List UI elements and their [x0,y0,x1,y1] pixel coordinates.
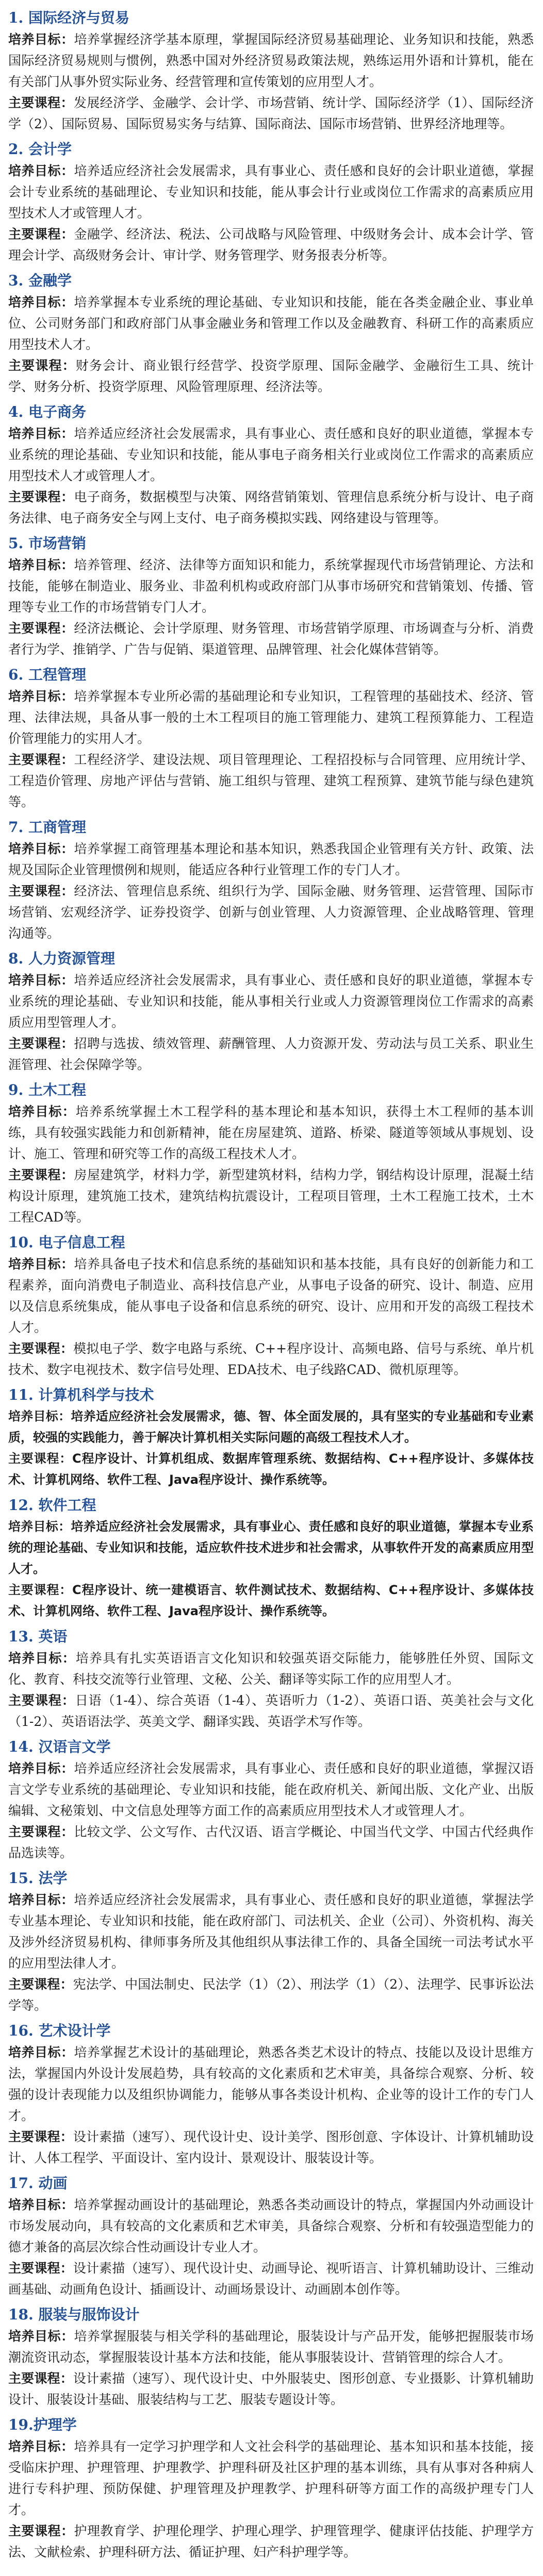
main-courses [8,2520,534,2563]
main-courses [8,486,534,529]
major-title: 5. 市场营销 [8,535,86,552]
training-goal-text: 培养适应经济社会发展需求，具有事业心、责任感和良好的职业道德，掌握汉语言文学专业系统的基础理论、专业知识和技能，能在政府机关、新闻出版、文化产业、出版编辑、文秘策划、中文信息处理等方面工作的高素质应用型技术人才或管理人才。 [8,1761,534,1818]
main-courses-label: 主要课程： [8,489,74,504]
major-title: 3. 金融学 [8,272,72,289]
training-goal-text: 培养适应经济社会发展需求，具有事业心、责任感和良好的会计职业道德，掌握会计专业系统的基础理论、专业知识和技能，能从事会计行业或岗位工作需求的高素质应用型技术人才或管理人才。 [8,163,534,221]
main-courses-text: 模拟电子学、数字电路与系统、C++程序设计、高频电路、信号与系统、单片机技术、数字电视技术、数字信号处理、EDA技术、电子线路CAD、微机原理等。 [8,1341,534,1377]
training-goal-label: 培养目标： [8,32,74,47]
main-courses [8,749,534,812]
main-courses [8,1448,534,1490]
main-courses [8,618,534,660]
training-goal [8,423,534,486]
main-courses-label: 主要课程： [8,1036,74,1051]
main-courses [8,1338,534,1380]
major-title: 16. 艺术设计学 [8,2022,111,2039]
main-courses [8,2258,534,2300]
major-section [8,1626,534,1732]
main-courses-label: 主要课程： [8,2371,73,2386]
main-courses-text: 设计素描（速写）、现代设计史、动画导论、视听语言、计算机辅助设计、三维动画基础、动画角色设计、插画设计、动画场景设计、动画剧本创作等。 [8,2261,534,2297]
major-title: 15. 法学 [8,1870,68,1887]
training-goal [8,1516,534,1580]
main-courses-text: 经济法、管理信息系统、组织行为学、国际金融、财务管理、运营管理、国际市场营销、宏观经济学、证券投资学、创新与创业管理、人力资源管理、企业战略管理、管理沟通等。 [8,884,534,941]
major-title: 12. 软件工程 [8,1497,96,1514]
main-courses-text: 工程经济学、建设法规、项目管理理论、工程招投标与合同管理、应用统计学、工程造价管理、房地产评估与营销、施工组织与管理、建筑工程预算、建筑节能与绿色建筑等。 [8,752,534,809]
training-goal [8,686,534,749]
training-goal-label: 培养目标： [8,426,74,441]
main-courses-text: 设计素描（速写）、现代设计史、中外服装史、图形创意、专业摄影、计算机辅助设计、服装设计基础、服装结构与工艺、服装专题设计等。 [8,2371,534,2407]
main-courses-label: 主要课程： [8,95,74,110]
main-courses-label: 主要课程： [8,621,74,636]
main-courses-label: 主要课程： [8,1451,73,1466]
major-title: 18. 服装与服饰设计 [8,2306,140,2323]
main-courses [8,224,534,266]
training-goal-text: 培养具有扎实英语语言文化知识和较强英语交际能力，能够胜任外贸、国际文化、教育、科技交流等行业管理、文秘、公关、翻译等实际工作的应用型人才。 [8,1651,534,1687]
training-goal [8,2042,534,2126]
training-goal [8,160,534,224]
training-goal-text: 培养适应经济社会发展需求，具有事业心、责任感和良好的职业道德，掌握法学专业基本理论、专业知识和技能，能在政府部门、司法机关、企业（公司）、外资机构、海关及涉外经济贸易机构、律师事务所及其他组织从事法律工作的、具备全国统一司法考试水平的应用型法律人才。 [8,1892,534,1971]
major-section [8,2304,534,2410]
training-goal-label: 培养目标： [8,2197,74,2212]
main-courses-label: 主要课程： [8,2523,74,2538]
major-title: 13. 英语 [8,1628,68,1645]
training-goal [8,838,534,880]
training-goal [8,1253,534,1338]
main-courses-text: 日语（1-4）、综合英语（1-4）、英语听力（1-2）、英语口语、英美社会与文化（1-2）、英语语法学、英美文学、翻译实践、英语学术写作等。 [8,1693,534,1729]
training-goal-text: 培养掌握工商管理基本理论和基本知识，熟悉我国企业管理有关方针、政策、法规及国际企业管理惯例和规则，能适应各种行业管理工作的专门人才。 [8,841,534,877]
training-goal-label: 培养目标： [8,973,74,988]
training-goal-label: 培养目标： [8,1892,74,1907]
training-goal [8,1101,534,1164]
major-section [8,1495,534,1622]
major-section [8,817,534,944]
main-courses-label: 主要课程： [8,358,76,373]
major-section [8,2173,534,2300]
main-courses-label: 主要课程： [8,1341,74,1356]
major-title: 11. 计算机科学与技术 [8,1386,154,1403]
major-title: 8. 人力资源管理 [8,950,115,967]
training-goal [8,1406,534,1448]
training-goal [8,292,534,355]
major-title: 6. 工程管理 [8,666,86,683]
training-goal-text: 培养掌握艺术设计的基础理论，熟悉各类艺术设计的特点、技能以及设计思维方法，掌握国内外设计发展趋势，具有较高的文化素质和艺术审美，具备综合观察、分析、较强的设计表现能力以及组织协调能力，能够从事各类设计机构、企业等的设计工作的专门人才。 [8,2045,534,2123]
main-courses [8,2368,534,2410]
training-goal-text: 培养管理、经济、法律等方面知识和能力，系统掌握现代市场营销理论、方法和技能，能够在制造业、服务业、非盈利机构或政府部门从事市场研究和营销策划、传播、管理等专业工作的市场营销专门人才。 [8,557,534,615]
major-section [8,948,534,1075]
training-goal-label: 培养目标： [8,1104,76,1119]
major-title: 9. 土木工程 [8,1081,86,1098]
main-courses [8,1974,534,2016]
training-goal [8,29,534,92]
main-courses-label: 主要课程： [8,1824,74,1839]
major-section [8,139,534,266]
major-title: 4. 电子商务 [8,403,86,420]
major-section [8,270,534,397]
main-courses-label: 主要课程： [8,1583,73,1597]
training-goal-label: 培养目标： [8,1651,76,1666]
major-section [8,2414,534,2563]
training-goal-text: 培养具有一定学习护理学和人文社会科学的基础理论、基本知识和基本技能，接受临床护理、护理管理、护理教学、护理科研及社区护理的基本训练，具有从事对各种病人进行专科护理、预防保健、护理管理及护理教学、护理科研等方面工作的高级护理专门人才。 [8,2439,534,2517]
main-courses [8,355,534,397]
main-courses-text: 发展经济学、金融学、会计学、市场营销、统计学、国际经济学（1）、国际经济学（2）、国际贸易、国际贸易实务与结算、国际商法、国际市场营销、世界经济地理等。 [8,95,534,131]
major-section [8,1232,534,1380]
training-goal [8,2194,534,2258]
training-goal-text: 培养掌握服装与相关学科的基础理论，服装设计与产品开发，能够把握服装市场潮流资讯动态，掌握服装设计基本方法和技能，能从事服装设计、营销管理的综合人才。 [8,2329,534,2365]
major-title: 7. 工商管理 [8,819,86,836]
training-goal [8,970,534,1033]
training-goal-label: 培养目标： [8,1761,74,1776]
main-courses-label: 主要课程： [8,227,74,242]
main-courses-label: 主要课程： [8,884,74,899]
major-section [8,1384,534,1490]
training-goal-label: 培养目标： [8,2439,74,2454]
training-goal-label: 培养目标： [8,557,74,572]
main-courses-label: 主要课程： [8,2129,73,2144]
training-goal [8,2436,534,2520]
main-courses [8,1580,534,1622]
major-section [8,533,534,660]
major-title: 2. 会计学 [8,141,72,158]
training-goal-label: 培养目标： [8,841,74,856]
main-courses-text: 招聘与选拔、绩效管理、薪酬管理、人力资源开发、劳动法与员工关系、职业生涯管理、社会保障学等。 [8,1036,534,1072]
main-courses-text: C程序设计、计算机组成、数据库管理系统、数据结构、C++程序设计、多媒体技术、计算机网络、软件工程、Java程序设计、操作系统等。 [8,1451,534,1487]
training-goal-text: 培养适应经济社会发展需求，德、智、体全面发展的，具有坚实的专业基础和专业素质，较强的实践能力，善于解决计算机相关实际问题的高级工程技术人才。 [8,1409,534,1445]
main-courses-text: 经济法概论、会计学原理、财务管理、市场营销学原理、市场调查与分析、消费者行为学、推销学、广告与促销、渠道管理、品牌管理、社会化媒体营销等。 [8,621,534,657]
main-courses-text: 金融学、经济法、税法、公司战略与风险管理、中级财务会计、成本会计学、管理会计学、高级财务会计、审计学、财务管理学、财务报表分析等。 [8,227,534,263]
major-section [8,1868,534,2016]
training-goal-text: 培养掌握本专业所必需的基础理论和专业知识，工程管理的基础技术、经济、管理、法律法规，具备从事一般的土木工程项目的施工管理能力、建筑工程预算能力、工程造价管理能力的实用人才。 [8,689,534,746]
main-courses-text: 设计素描（速写）、现代设计史、设计美学、图形创意、字体设计、计算机辅助设计、人体工程学、平面设计、室内设计、景观设计、服装设计等。 [8,2129,534,2165]
main-courses [8,1164,534,1228]
training-goal-label: 培养目标： [8,1519,71,1534]
training-goal-text: 培养适应经济社会发展需求，具有事业心、责任感和良好的职业道德，掌握本专业系统的理论基础、专业知识和技能，能从事相关行业或人力资源管理岗位工作需求的高素质应用型管理人才。 [8,973,534,1030]
main-courses-text: 财务会计、商业银行经营学、投资学原理、国际金融学、金融衍生工具、统计学、财务分析、投资学原理、风险管理原理、经济法等。 [8,358,534,394]
main-courses [8,2126,534,2168]
training-goal-label: 培养目标： [8,2329,74,2344]
major-title: 14. 汉语言文学 [8,1738,111,1755]
training-goal-label: 培养目标： [8,1257,74,1272]
training-goal [8,554,534,618]
training-goal-label: 培养目标： [8,689,74,704]
main-courses-text: 宪法学、中国法制史、民法学（1）（2）、刑法学（1）（2）、法理学、民事诉讼法学等。 [8,1977,534,2013]
main-courses-label: 主要课程： [8,752,74,767]
training-goal-text: 培养具备电子技术和信息系统的基础知识和基本技能，具有良好的创新能力和工程素养，面向消费电子制造业、高科技信息产业，从事电子设备的研究、设计、制造、应用以及信息系统集成，能从事电子设备和信息系统的研究、设计、应用和开发的高级工程技术人才。 [8,1257,534,1335]
major-section [8,1736,534,1863]
main-courses-label: 主要课程： [8,1167,74,1182]
major-section [8,1079,534,1228]
major-title: 10. 电子信息工程 [8,1234,125,1251]
major-title: 19.护理学 [8,2416,77,2433]
main-courses-label: 主要课程： [8,1977,73,1992]
training-goal-label: 培养目标： [8,295,74,310]
training-goal [8,1648,534,1690]
training-goal-text: 培养掌握本专业系统的理论基础、专业知识和技能，能在各类金融企业、事业单位、公司财务部门和政府部门从事金融业务和管理工作以及金融教育、科研工作的高素质应用型技术人才。 [8,295,534,352]
major-section [8,664,534,812]
major-section [8,401,534,529]
main-courses-text: 房屋建筑学，材料力学，新型建筑材料，结构力学，钢结构设计原理，混凝土结构设计原理，建筑施工技术，建筑结构抗震设计，工程项目管理，土木工程施工技术，土木工程CAD等。 [8,1167,534,1225]
training-goal [8,2326,534,2368]
main-courses [8,1690,534,1732]
training-goal [8,1889,534,1974]
major-title: 1. 国际经济与贸易 [8,9,129,26]
main-courses-text: 比较文学、公文写作、古代汉语、语言学概论、中国当代文学、中国古代经典作品选读等。 [8,1824,534,1860]
training-goal-text: 培养适应经济社会发展需求，具有事业心、责任感和良好的职业道德，掌握本专业系统的理论基础、专业知识和技能，能从事电子商务相关行业或岗位工作需求的高素质应用型技术人才或管理人才。 [8,426,534,483]
training-goal-text: 培养适应经济社会发展需求，具有事业心、责任感和良好的职业道德，掌握本专业系统的理论基础、专业知识和技能，适应软件技术进步和社会需求，从事软件开发的高素质应用型人才。 [8,1519,534,1576]
training-goal-label: 培养目标： [8,163,74,178]
main-courses-text: 护理教育学、护理伦理学、护理心理学、护理管理学、健康评估技能、护理学方法、文献检索、护理科研方法、循证护理、妇产科护理学等。 [8,2523,534,2560]
training-goal-text: 培养掌握经济学基本原理，掌握国际经济贸易基础理论、业务知识和技能，熟悉国际经济贸易规则与惯例，熟悉中国对外经济贸易政策法规，熟练运用外语和计算机，能在有关部门从事外贸实际业务、经营管理和宣传策划的应用型人才。 [8,32,534,89]
major-title: 17. 动画 [8,2175,68,2192]
main-courses-text: C程序设计、统一建模语言、软件测试技术、数据结构、C++程序设计、多媒体技术、计算机网络、软件工程、Java程序设计、操作系统等。 [8,1583,534,1618]
main-courses [8,880,534,944]
main-courses-label: 主要课程： [8,1693,75,1708]
training-goal-label: 培养目标： [8,2045,74,2060]
main-courses-label: 主要课程： [8,2261,73,2276]
training-goal [8,1758,534,1821]
training-goal-text: 培养系统掌握土木工程学科的基本理论和基本知识，获得土木工程师的基本训练，具有较强实践能力和创新精神，能在房屋建筑、道路、桥梁、隧道等领域从事规划、设计、施工、管理和研究等工作的高级工程技术人才。 [8,1104,534,1161]
main-courses [8,1821,534,1863]
main-courses [8,92,534,134]
major-section [8,2020,534,2168]
major-section [8,7,534,134]
main-courses [8,1033,534,1075]
main-courses-text: 电子商务，数据模型与决策、网络营销策划、管理信息系统分析与设计、电子商务法律、电子商务安全与网上支付、电子商务模拟实践、网络建设与管理等。 [8,489,534,526]
training-goal-label: 培养目标： [8,1409,71,1423]
training-goal-text: 培养掌握动画设计的基础理论，熟悉各类动画设计的特点，掌握国内外动画设计市场发展动向，具有较高的文化素质和艺术审美，具备综合观察、分析和有较强造型能力的德才兼备的高层次综合性动画设计专业人才。 [8,2197,534,2255]
